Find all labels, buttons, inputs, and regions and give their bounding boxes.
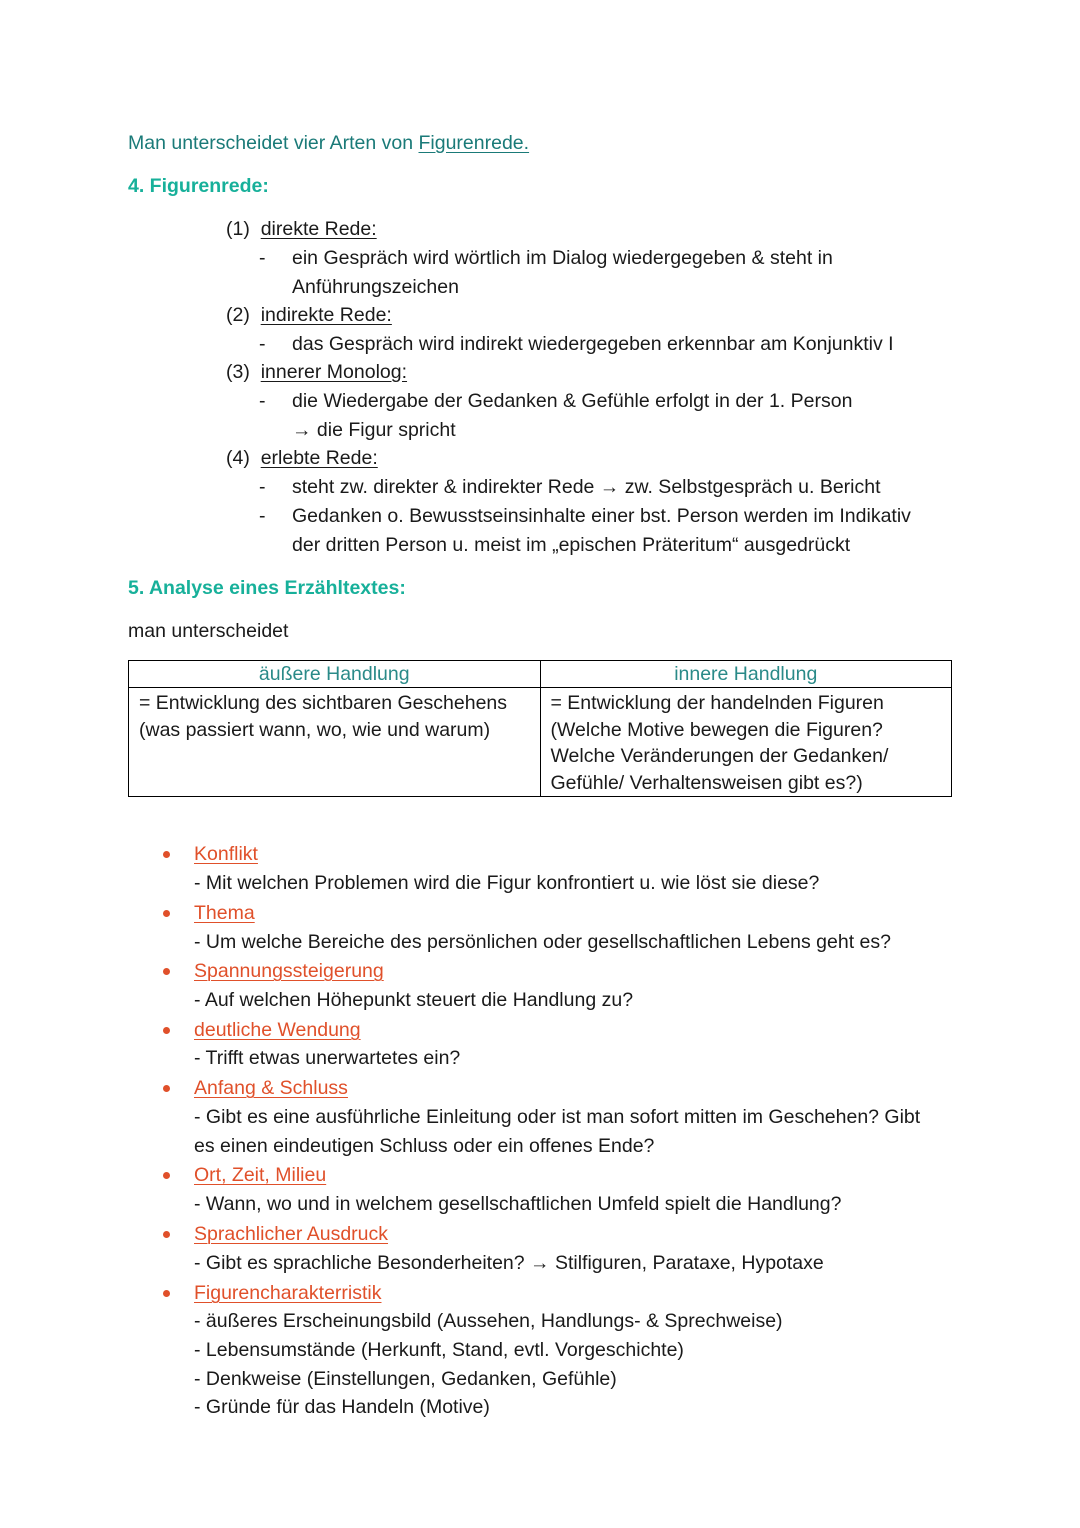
bullet-line: es einen eindeutigen Schluss oder ein offenes Ende?	[194, 1135, 655, 1157]
cell-line: = Entwicklung des sichtbaren Geschehens	[139, 692, 508, 714]
item-number: (4)	[226, 447, 250, 469]
dash-marker: -	[259, 476, 266, 498]
bullet-title[interactable]: Anfang & Schluss	[194, 1077, 348, 1099]
bullet-line: - Auf welchen Höhepunkt steuert die Handlung zu?	[194, 989, 634, 1011]
table-header-outer: äußere Handlung	[129, 661, 541, 688]
bullet-line: - Um welche Bereiche des persönlichen oder gesellschaftlichen Lebens geht es?	[194, 931, 891, 953]
bullet-dot	[163, 1290, 170, 1297]
item-line: ein Gespräch wird wörtlich im Dialog wiedergegeben & steht in	[292, 247, 833, 269]
item-line: Anführungszeichen	[292, 276, 459, 298]
intro-line	[128, 130, 529, 156]
bullet-dot	[163, 1027, 170, 1034]
bullet-line: - Denkweise (Einstellungen, Gedanken, Gefühle)	[194, 1368, 617, 1390]
cell-line: (Welche Motive bewegen die Figuren?	[550, 718, 883, 741]
dash-marker: -	[259, 247, 266, 269]
item-line: Gedanken o. Bewusstseinsinhalte einer bst. Person werden im Indikativ	[292, 505, 911, 527]
bullet-dot	[163, 1085, 170, 1092]
item-1-header	[226, 216, 377, 242]
bullet-title[interactable]: Ort, Zeit, Milieu	[194, 1164, 327, 1186]
bullet-title[interactable]: Sprachlicher Ausdruck	[194, 1223, 389, 1245]
item-title: indirekte Rede:	[260, 304, 392, 326]
item-2-header	[226, 302, 392, 328]
item-3-header	[226, 359, 407, 385]
comparison-table	[128, 660, 952, 797]
item-number: (1)	[226, 218, 250, 240]
item-title: erlebte Rede:	[260, 447, 378, 469]
item-line: → die Figur spricht	[292, 419, 456, 441]
section-4-heading: 4. Figurenrede:	[128, 175, 269, 197]
bullet-line: - Gründe für das Handeln (Motive)	[194, 1396, 490, 1418]
bullet-line: - Mit welchen Problemen wird die Figur konfrontiert u. wie löst sie diese?	[194, 872, 820, 894]
table-cell-inner	[540, 688, 952, 797]
bullet-dot	[163, 1172, 170, 1179]
dash-marker: -	[259, 390, 266, 412]
bullet-title[interactable]: Spannungssteigerung	[194, 960, 384, 982]
item-line: der dritten Person u. meist im „epischen Präteritum“ ausgedrückt	[292, 534, 851, 556]
bullet-dot	[163, 968, 170, 975]
cell-line: Welche Veränderungen der Gedanken/	[550, 745, 889, 767]
item-line: die Wiedergabe der Gedanken & Gefühle erfolgt in der 1. Person	[292, 390, 853, 412]
cell-line: Gefühle/ Verhaltensweisen gibt es?)	[550, 771, 863, 794]
item-line: steht zw. direkter & indirekter Rede → zw. Selbstgespräch u. Bericht	[292, 476, 881, 498]
bullet-title[interactable]: Thema	[194, 902, 255, 924]
bullet-line: - Wann, wo und in welchem gesellschaftlichen Umfeld spielt die Handlung?	[194, 1193, 842, 1215]
item-line: das Gespräch wird indirekt wiedergegeben erkennbar am Konjunktiv I	[292, 333, 894, 355]
bullet-title[interactable]: Konflikt	[194, 843, 258, 865]
bullet-title[interactable]: deutliche Wendung	[194, 1019, 361, 1041]
bullet-title[interactable]: Figurencharakterristik	[194, 1282, 382, 1304]
intro-text: Man unterscheidet vier Arten von	[128, 132, 419, 154]
intro-link-figurenrede[interactable]: Figurenrede.	[418, 132, 530, 154]
table-cell-outer	[129, 688, 541, 797]
item-title: innerer Monolog:	[260, 361, 408, 383]
item-title: direkte Rede:	[260, 218, 377, 240]
bullet-dot	[163, 910, 170, 917]
item-4-header	[226, 445, 378, 471]
bullet-line: - äußeres Erscheinungsbild (Aussehen, Handlungs- & Sprechweise)	[194, 1310, 783, 1332]
dash-marker: -	[259, 505, 266, 527]
bullet-line: - Lebensumstände (Herkunft, Stand, evtl. Vorgeschichte)	[194, 1339, 684, 1361]
bullet-line: - Gibt es sprachliche Besonderheiten? → Stilfiguren, Parataxe, Hypotaxe	[194, 1252, 824, 1274]
bullet-dot	[163, 1231, 170, 1238]
item-number: (3)	[226, 361, 250, 383]
cell-line: (was passiert wann, wo, wie und warum)	[139, 718, 491, 741]
cell-line: = Entwicklung der handelnden Figuren	[550, 692, 884, 714]
section-5-intro: man unterscheidet	[128, 620, 289, 642]
bullet-line: - Gibt es eine ausführliche Einleitung oder ist man sofort mitten im Geschehen? Gibt	[194, 1106, 921, 1128]
bullet-dot	[163, 851, 170, 858]
table-header-inner: innere Handlung	[540, 661, 952, 688]
section-5-heading: 5. Analyse eines Erzähltextes:	[128, 577, 406, 599]
bullet-line: - Trifft etwas unerwartetes ein?	[194, 1047, 461, 1069]
dash-marker: -	[259, 333, 266, 355]
item-number: (2)	[226, 304, 250, 326]
